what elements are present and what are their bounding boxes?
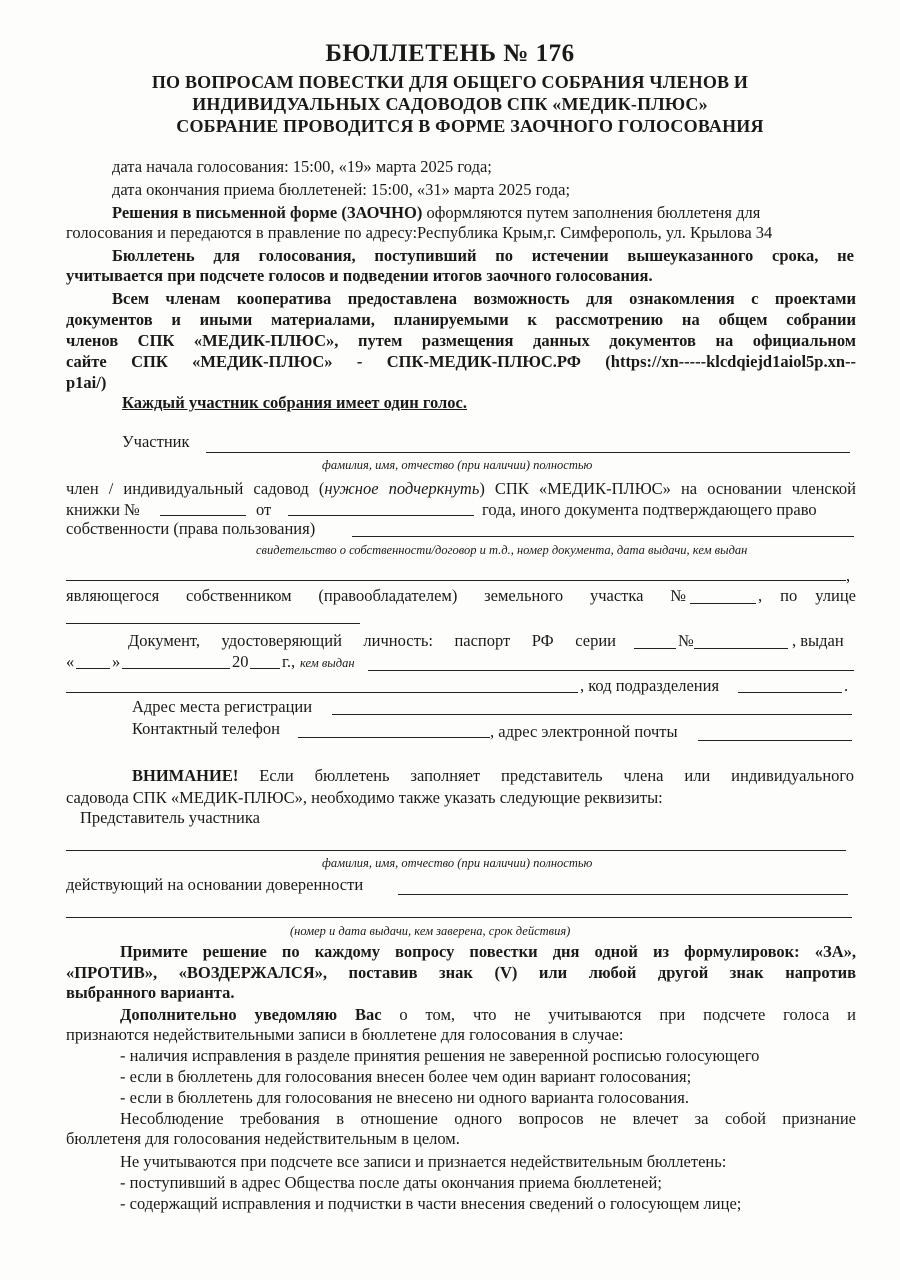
issue-day-field[interactable]: [76, 668, 110, 669]
representative-label: Представитель участника: [80, 808, 260, 827]
proxy-field[interactable]: [398, 894, 848, 895]
ownership-doc-field-continued[interactable]: [66, 580, 846, 581]
notice-bold: Дополнительно уведомляю Вас: [120, 1005, 382, 1024]
participant-label: Участник: [122, 432, 190, 451]
subtitle-line-2: ИНДИВИДУАЛЬНЫХ САДОВОДОВ СПК «МЕДИК-ПЛЮС»: [192, 94, 708, 114]
intro-p2-line1: Бюллетень для голосования, поступивший по истечении вышеуказанного срока, не: [112, 246, 854, 265]
dept-code-period: .: [844, 676, 849, 695]
voting-start-date: дата начала голосования: 15:00, «19» марта 2025 года;: [112, 157, 492, 176]
issued-by-caption: кем выдан: [300, 656, 355, 670]
intro-p1-line2: голосования и передаются в правление по адресу:Республика Крым,г. Симферополь, ул. Крылова 34: [66, 223, 773, 242]
passport-number-sign: №: [678, 631, 694, 650]
invalid-item-2: - содержащий исправления и подчистки в части внесения сведений о голосующем лице;: [120, 1194, 742, 1213]
dept-code-label: , код подразделения: [580, 676, 720, 695]
issue-month-field[interactable]: [122, 668, 230, 669]
owner-plot-label: являющегося собственником (правообладателем) земельного участка №: [66, 586, 686, 605]
ownership-caption: свидетельство о собственности/договор и т.д., номер документа, дата выдачи, кем выдан: [256, 543, 748, 557]
notice-line1-rest: о том, что не учитываются при подсчете голоса и: [399, 1005, 857, 1024]
email-label: , адрес электронной почты: [490, 722, 678, 741]
notice-item-3: - если в бюллетень для голосования не внесено ни одного варианта голосования.: [120, 1088, 689, 1107]
participant-fio-caption: фамилия, имя, отчество (при наличии) полностью: [322, 458, 593, 472]
intro-p1-bold: Решения в письменной форме (ЗАОЧНО): [112, 203, 423, 222]
intro-p3-line3: членов СПК «МЕДИК-ПЛЮС», путем размещения данных документов на официальном: [66, 331, 856, 350]
issue-date-close-quote: »: [112, 652, 121, 671]
street-field[interactable]: [66, 623, 360, 624]
attention-line-1: [132, 766, 854, 786]
decision-line-3: выбранного варианта.: [66, 983, 235, 1002]
reg-address-field[interactable]: [332, 714, 852, 715]
book-date-from-label: от: [256, 500, 272, 519]
ballot-title: БЮЛЛЕТЕНЬ № 176: [325, 40, 575, 67]
invalid-item-1: - поступивший в адрес Общества после даты окончания приема бюллетеней;: [120, 1173, 662, 1192]
noncompliance-line-1: Несоблюдение требования в отношение одного вопросов не влечет за собой признание: [120, 1109, 856, 1128]
ownership-doc-field[interactable]: [352, 536, 854, 537]
subtitle-line-1: ПО ВОПРОСАМ ПОВЕСТКИ ДЛЯ ОБЩЕГО СОБРАНИЯ ЧЛЕНОВ И: [151, 72, 749, 92]
issue-date-open-quote: «: [66, 652, 75, 671]
representative-fio-caption: фамилия, имя, отчество (при наличии) полностью: [322, 856, 593, 870]
proxy-field-continued[interactable]: [66, 917, 852, 918]
dept-code-field[interactable]: [738, 692, 842, 693]
decision-line-1: Примите решение по каждому вопросу повестки дня одной из формулировок: «ЗА»,: [120, 942, 856, 961]
subtitle-line-3: СОБРАНИЕ ПРОВОДИТСЯ В ФОРМЕ ЗАОЧНОГО ГОЛОСОВАНИЯ: [176, 116, 764, 136]
issued-by-field[interactable]: [368, 670, 854, 671]
attention-line-2: садовода СПК «МЕДИК-ПЛЮС», необходимо также указать следующие реквизиты:: [66, 788, 663, 807]
issue-year-suffix: г.,: [282, 652, 296, 671]
passport-series-field[interactable]: [634, 648, 676, 649]
ownership-comma: ,: [846, 566, 851, 585]
one-vote-notice: Каждый участник собрания имеет один голос.: [122, 393, 467, 412]
noncompliance-line-2: бюллетеня для голосования недействительным в целом.: [66, 1129, 460, 1148]
issue-year-prefix: 20: [232, 652, 249, 671]
issued-by-field-continued[interactable]: [66, 692, 578, 693]
book-number-label: книжки №: [66, 500, 140, 519]
intro-p3-line5: p1ai/): [66, 373, 107, 392]
notice-item-1: - наличия исправления в разделе принятия решения не заверенной росписью голосующего: [120, 1046, 760, 1065]
attention-line1-rest: Если бюллетень заполняет представитель члена или индивидуального: [259, 766, 855, 785]
notice-line-1: [120, 1005, 856, 1025]
attention-bold: ВНИМАНИЕ!: [132, 766, 239, 785]
phone-field[interactable]: [298, 737, 490, 738]
member-italic-note: нужное подчеркнуть: [324, 479, 480, 498]
passport-number-field[interactable]: [694, 648, 788, 649]
book-date-suffix: года, иного документа подтверждающего право: [482, 500, 817, 519]
intro-p1-rest: оформляются путем заполнения бюллетеня для: [426, 203, 761, 222]
intro-p3-line1: Всем членам кооператива предоставлена возможность для ознакомления с проектами: [112, 289, 856, 308]
member-text-b: ) СПК «МЕДИК-ПЛЮС» на основании членской: [479, 479, 857, 498]
notice-line-2: признаются недействительными записи в бюллетене для голосования в случае:: [66, 1025, 624, 1044]
intro-p3-line2: документов и иными материалами, планируемыми к рассмотрению на общем собрании: [66, 310, 856, 329]
reg-address-label: Адрес места регистрации: [132, 697, 313, 716]
participant-fio-field[interactable]: [206, 452, 850, 453]
intro-p2-line2: учитывается при подсчете голосов и подведении итогов заочного голосования.: [66, 266, 653, 285]
id-doc-label: Документ, удостоверяющий личность: паспорт РФ серии: [128, 631, 616, 650]
notice-item-2: - если в бюллетень для голосования внесен более чем один вариант голосования;: [120, 1067, 692, 1086]
member-line-1: [66, 479, 856, 499]
invalid-intro: Не учитываются при подсчете все записи и признается недействительным бюллетень:: [120, 1152, 727, 1171]
book-date-field[interactable]: [288, 515, 474, 516]
intro-p3-line4: сайте СПК «МЕДИК-ПЛЮС» - СПК-МЕДИК-ПЛЮС.РФ (https://xn-----klcdqiejd1aiol5p.xn--: [66, 352, 856, 371]
representative-fio-field[interactable]: [66, 850, 846, 851]
decision-line-2: «ПРОТИВ», «ВОЗДЕРЖАЛСЯ», поставив знак (V) или любой другой знак напротив: [66, 963, 856, 982]
issued-label: , выдан: [792, 631, 844, 650]
member-text-a: член / индивидуальный садовод (: [66, 479, 325, 498]
proxy-caption: (номер и дата выдачи, кем заверена, срок действия): [290, 924, 571, 938]
street-label: , по улице: [758, 586, 856, 605]
ownership-label: собственности (права пользования): [66, 519, 316, 538]
book-number-field[interactable]: [160, 515, 246, 516]
intro-p1-line1: [112, 203, 760, 223]
proxy-label: действующий на основании доверенности: [66, 875, 364, 894]
email-field[interactable]: [698, 740, 852, 741]
plot-number-field[interactable]: [690, 603, 756, 604]
phone-label: Контактный телефон: [132, 719, 280, 738]
voting-end-date: дата окончания приема бюллетеней: 15:00, «31» марта 2025 года;: [112, 180, 571, 199]
issue-year-field[interactable]: [250, 668, 280, 669]
